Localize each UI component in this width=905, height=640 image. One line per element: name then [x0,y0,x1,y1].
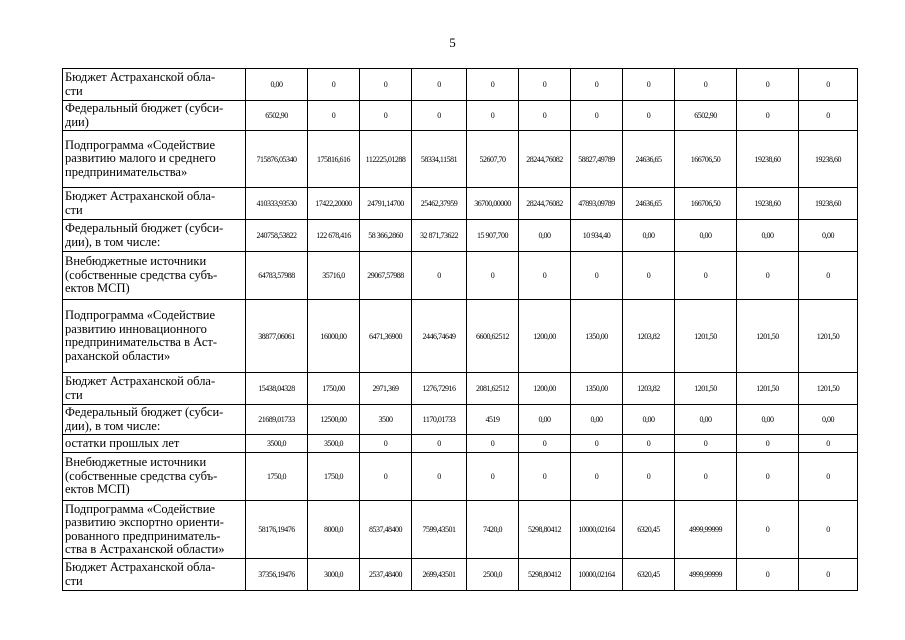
value-cell: 1750,00 [308,373,360,405]
value-cell: 6502,90 [675,101,737,131]
value-cell: 0,00 [519,220,571,252]
page-number: 5 [449,35,456,50]
value-cell: 0,00 [571,405,623,435]
value-cell: 3500,0 [246,435,308,453]
value-cell: 3000,0 [308,559,360,591]
value-cell: 1201,50 [799,300,858,373]
value-cell: 175816,616 [308,131,360,188]
value-cell: 0 [467,69,519,101]
value-cell: 0 [737,453,799,501]
value-cell: 25462,37959 [412,188,467,220]
row-label: Бюджет Астраханской обла- сти [63,373,246,405]
value-cell: 0 [519,69,571,101]
value-cell: 12500,00 [308,405,360,435]
value-cell: 0 [799,559,858,591]
value-cell: 7420,0 [467,501,519,559]
value-cell: 58334,11581 [412,131,467,188]
value-cell: 0,00 [675,220,737,252]
table-row [63,220,858,252]
value-cell: 0 [675,435,737,453]
table-row [63,300,858,373]
table-body [63,69,858,591]
value-cell: 0 [308,101,360,131]
value-cell: 0 [799,435,858,453]
value-cell: 19238,60 [737,131,799,188]
value-cell: 410333,93530 [246,188,308,220]
value-cell: 0 [360,69,412,101]
value-cell: 1750,0 [308,453,360,501]
value-cell: 0 [412,101,467,131]
row-label: Подпрограмма «Содействие развитию экспортно ориенти- рованного предприниматель- ства в Астраханской области» [63,501,246,559]
table-row [63,501,858,559]
value-cell: 1203,82 [623,300,675,373]
value-cell: 0 [623,252,675,300]
value-cell: 6320,45 [623,559,675,591]
value-cell: 240758,53822 [246,220,308,252]
value-cell: 10000,02164 [571,559,623,591]
value-cell: 0 [675,69,737,101]
value-cell: 0 [737,69,799,101]
value-cell: 1201,50 [737,300,799,373]
value-cell: 0 [467,435,519,453]
value-cell: 2699,43501 [412,559,467,591]
value-cell: 64783,57988 [246,252,308,300]
row-label: Федеральный бюджет (субси- дии), в том числе: [63,220,246,252]
value-cell: 8537,48400 [360,501,412,559]
value-cell: 112225,01288 [360,131,412,188]
value-cell: 0 [799,69,858,101]
value-cell: 1276,72916 [412,373,467,405]
value-cell: 6471,36900 [360,300,412,373]
value-cell: 0 [467,101,519,131]
value-cell: 0 [519,101,571,131]
value-cell: 0 [799,101,858,131]
table-row [63,453,858,501]
value-cell: 0 [412,69,467,101]
value-cell: 29067,57988 [360,252,412,300]
value-cell: 19238,60 [737,188,799,220]
table-row [63,559,858,591]
value-cell: 10000,02164 [571,501,623,559]
value-cell: 28244,76082 [519,188,571,220]
value-cell: 19238,60 [799,188,858,220]
table-row [63,405,858,435]
value-cell: 32 871,73622 [412,220,467,252]
value-cell: 4519 [467,405,519,435]
value-cell: 0 [737,559,799,591]
row-label: Бюджет Астраханской обла- сти [63,188,246,220]
table-row [63,131,858,188]
value-cell: 122 678,416 [308,220,360,252]
row-label: остатки прошлых лет [63,435,246,453]
value-cell: 4999,99999 [675,559,737,591]
value-cell: 0 [519,435,571,453]
value-cell: 0,00 [519,405,571,435]
value-cell: 0 [799,501,858,559]
value-cell: 0,00 [737,220,799,252]
value-cell: 0 [799,252,858,300]
value-cell: 166706,50 [675,131,737,188]
value-cell: 24791,14700 [360,188,412,220]
value-cell: 0 [737,101,799,131]
value-cell: 1170,01733 [412,405,467,435]
value-cell: 16000,00 [308,300,360,373]
value-cell: 0,00 [799,220,858,252]
value-cell: 28244,76082 [519,131,571,188]
value-cell: 0 [623,69,675,101]
value-cell: 1350,00 [571,373,623,405]
value-cell: 0 [623,101,675,131]
value-cell: 7599,43501 [412,501,467,559]
value-cell: 0 [675,453,737,501]
row-label: Внебюджетные источники (собственные средства субъ- ектов МСП) [63,453,246,501]
value-cell: 1750,0 [246,453,308,501]
table-row [63,435,858,453]
row-label: Внебюджетные источники (собственные средства субъ- ектов МСП) [63,252,246,300]
value-cell: 0 [737,501,799,559]
value-cell: 0 [675,252,737,300]
value-cell: 3500 [360,405,412,435]
value-cell: 35716,0 [308,252,360,300]
table-row [63,69,858,101]
value-cell: 6320,45 [623,501,675,559]
table-row [63,252,858,300]
value-cell: 0 [412,435,467,453]
value-cell: 0 [412,453,467,501]
value-cell: 2446,74649 [412,300,467,373]
value-cell: 0 [519,252,571,300]
value-cell: 0 [519,453,571,501]
value-cell: 1350,00 [571,300,623,373]
value-cell: 0 [737,435,799,453]
value-cell: 0 [571,453,623,501]
value-cell: 52607,70 [467,131,519,188]
row-label: Федеральный бюджет (субси- дии), в том числе: [63,405,246,435]
value-cell: 21689,01733 [246,405,308,435]
value-cell: 1201,50 [799,373,858,405]
value-cell: 0 [623,435,675,453]
row-label: Федеральный бюджет (субси- дии) [63,101,246,131]
value-cell: 2081,62512 [467,373,519,405]
row-label: Бюджет Астраханской обла- сти [63,69,246,101]
table-row [63,373,858,405]
table-row [63,188,858,220]
value-cell: 58176,19476 [246,501,308,559]
value-cell: 0 [360,453,412,501]
value-cell: 0,00 [246,69,308,101]
budget-table [62,68,858,591]
value-cell: 1201,50 [675,300,737,373]
value-cell: 0 [467,252,519,300]
value-cell: 0,00 [623,405,675,435]
value-cell: 37356,19476 [246,559,308,591]
table-row [63,101,858,131]
value-cell: 6502,90 [246,101,308,131]
value-cell: 47893,09789 [571,188,623,220]
value-cell: 1201,50 [737,373,799,405]
value-cell: 0,00 [799,405,858,435]
row-label: Подпрограмма «Содействие развитию инновационного предпринимательства в Аст- раханской области» [63,300,246,373]
value-cell: 5298,80412 [519,501,571,559]
value-cell: 38877,06061 [246,300,308,373]
value-cell: 0 [360,435,412,453]
value-cell: 0 [571,252,623,300]
value-cell: 17422,20000 [308,188,360,220]
value-cell: 36700,00000 [467,188,519,220]
value-cell: 24636,65 [623,188,675,220]
value-cell: 1200,00 [519,373,571,405]
row-label: Бюджет Астраханской обла- сти [63,559,246,591]
value-cell: 58827,49789 [571,131,623,188]
row-label: Подпрограмма «Содействие развитию малого и среднего предпринимательства» [63,131,246,188]
value-cell: 0 [412,252,467,300]
value-cell: 15 907,700 [467,220,519,252]
value-cell: 10 934,40 [571,220,623,252]
value-cell: 2500,0 [467,559,519,591]
value-cell: 166706,50 [675,188,737,220]
value-cell: 2537,48400 [360,559,412,591]
value-cell: 0 [623,453,675,501]
value-cell: 58 366,2860 [360,220,412,252]
value-cell: 5298,80412 [519,559,571,591]
value-cell: 15438,04328 [246,373,308,405]
value-cell: 0 [737,252,799,300]
value-cell: 0 [571,435,623,453]
value-cell: 3500,0 [308,435,360,453]
value-cell: 2971,369 [360,373,412,405]
value-cell: 1201,50 [675,373,737,405]
value-cell: 24636,65 [623,131,675,188]
value-cell: 0,00 [675,405,737,435]
value-cell: 0,00 [737,405,799,435]
value-cell: 715876,05340 [246,131,308,188]
value-cell: 0 [308,69,360,101]
value-cell: 1203,82 [623,373,675,405]
value-cell: 0 [571,101,623,131]
value-cell: 19238,60 [799,131,858,188]
value-cell: 0 [799,453,858,501]
value-cell: 6600,62512 [467,300,519,373]
value-cell: 0 [360,101,412,131]
value-cell: 4999,99999 [675,501,737,559]
value-cell: 8000,0 [308,501,360,559]
value-cell: 0 [571,69,623,101]
value-cell: 1200,00 [519,300,571,373]
value-cell: 0,00 [623,220,675,252]
value-cell: 0 [467,453,519,501]
